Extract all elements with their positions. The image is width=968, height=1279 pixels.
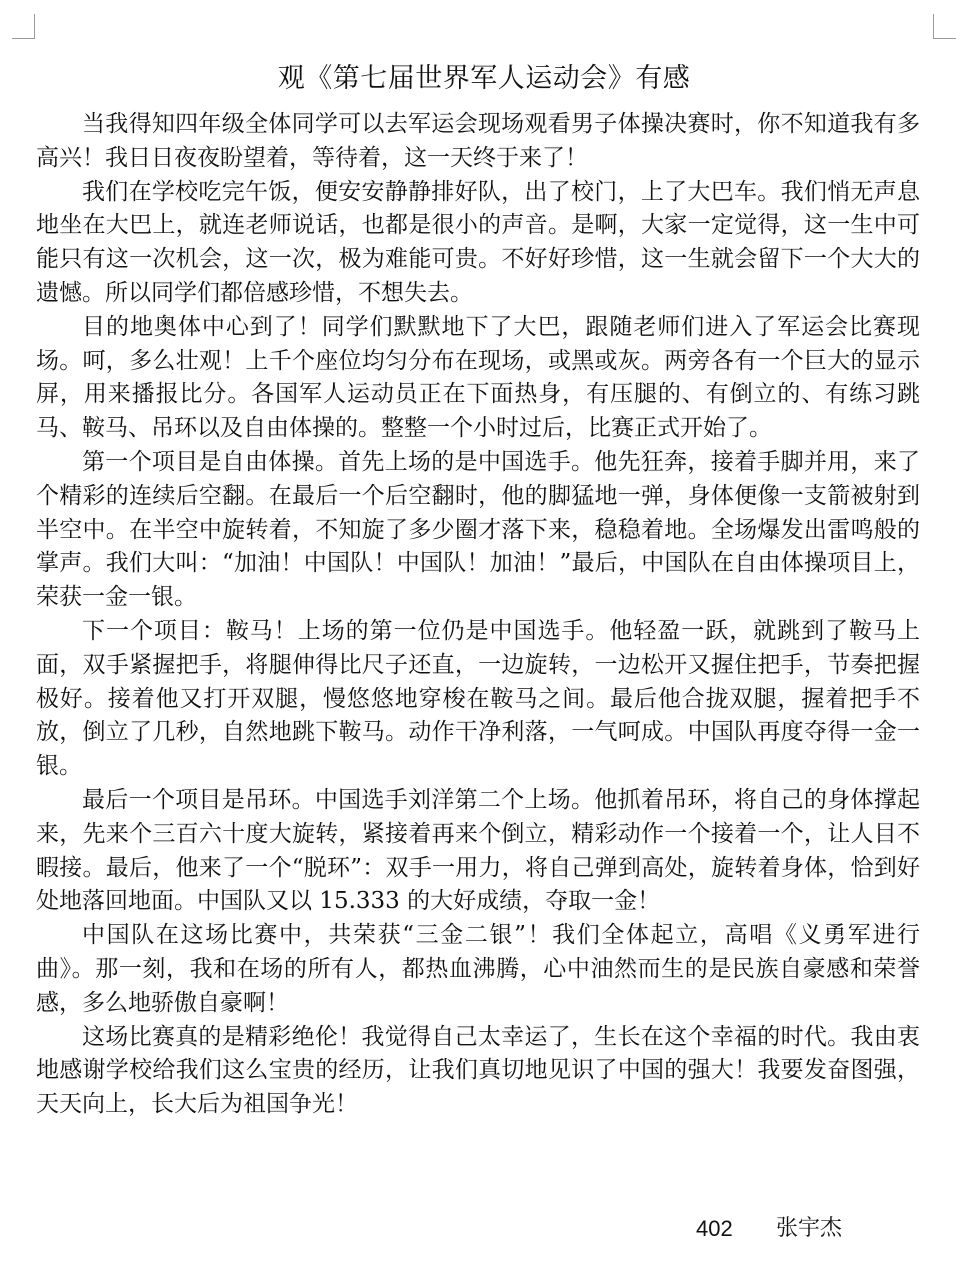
student-number: 402 — [696, 1216, 733, 1241]
paragraph: 下一个项目：鞍马！上场的第一位仍是中国选手。他轻盈一跃，就跳到了鞍马上面，双手紧握把手，将腿伸得比尺子还直，一边旋转，一边松开又握住把手，节奏把握极好。接着他又打开双腿，慢悠悠地穿梭在鞍马之间。最后他合拢双腿，握着把手不放，倒立了几秒，自然地跳下鞍马。动作干净利落，一气呵成。中国队再度夺得一金一银。 — [36, 617, 920, 780]
essay-title: 观《第七届世界军人运动会》有感 — [277, 63, 691, 94]
paragraph: 最后一个项目是吊环。中国选手刘洋第二个上场。他抓着吊环，将自己的身体撑起来，先来个三百六十度大旋转，紧接着再来个倒立，精彩动作一个接着一个，让人目不暇接。最后，他来了一个“脱环”：双手一用力，将自己弹到高处，旋转着身体，恰到好处地落回地面。中国队又以 15.333 的大好成绩，夺取一金！ — [36, 786, 920, 915]
paragraph: 当我得知四年级全体同学可以去军运会现场观看男子体操决赛时，你不知道我有多高兴！我日日夜夜盼望着，等待着，这一天终于来了！ — [36, 111, 920, 171]
author-name: 张宇杰 — [776, 1216, 843, 1241]
paragraph: 第一个项目是自由体操。首先上场的是中国选手。他先狂奔，接着手脚并用，来了个精彩的连续后空翻。在最后一个后空翻时，他的脚猛地一弹，身体便像一支箭被射到半空中。在半空中旋转着，不知旋了多少圈才落下来，稳稳着地。全场爆发出雷鸣般的掌声。我们大叫：“加油！中国队！中国队！加油！”最后，中国队在自由体操项目上，荣获一金一银。 — [36, 448, 920, 611]
essay-footer — [600, 1212, 920, 1246]
paragraph: 中国队在这场比赛中，共荣获“三金二银”！我们全体起立，高唱《义勇军进行曲》。那一刻，我和在场的所有人，都热血沸腾，心中油然而生的是民族自豪感和荣誉感，多么地骄傲自豪啊！ — [36, 922, 920, 1016]
page-corner-mark-right — [933, 14, 956, 39]
paragraph: 我们在学校吃完午饭，便安安静静排好队，出了校门，上了大巴车。我们悄无声息地坐在大巴上，就连老师说话，也都是很小的声音。是啊，大家一定觉得，这一生中可能只有这一次机会，这一次，极为难能可贵。不好好珍惜，这一生就会留下一个大大的遗憾。所以同学们都倍感珍惜，不想失去。 — [36, 178, 920, 306]
page-corner-mark-left — [12, 14, 35, 39]
essay-body — [36, 108, 920, 1122]
paragraph: 目的地奥体中心到了！同学们默默地下了大巴，跟随老师们进入了军运会比赛现场。呵，多么壮观！上千个座位均匀分布在现场，或黑或灰。两旁各有一个巨大的显示屏，用来播报比分。各国军人运动员正在下面热身，有压腿的、有倒立的、有练习跳马、鞍马、吊环以及自由体操的。整整一个小时过后，比赛正式开始了。 — [36, 313, 920, 442]
paragraph: 这场比赛真的是精彩绝伦！我觉得自己太幸运了，生长在这个幸福的时代。我由衷地感谢学校给我们这么宝贵的经历，让我们真切地见识了中国的强大！我要发奋图强，天天向上，长大后为祖国争光！ — [36, 1023, 920, 1118]
